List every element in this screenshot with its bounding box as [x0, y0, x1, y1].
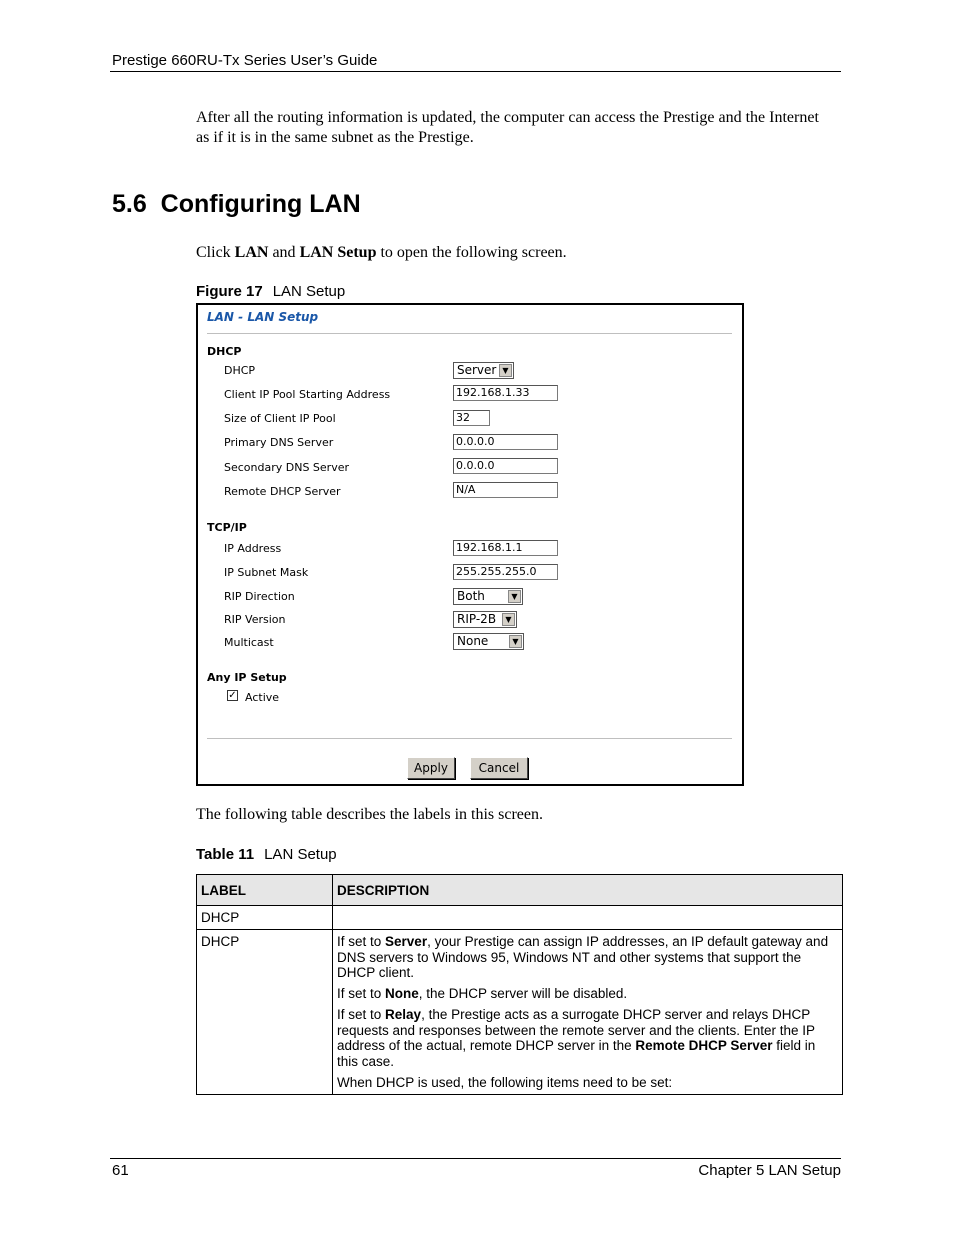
anyip-section-label: Any IP Setup [207, 671, 287, 684]
description-when-used: When DHCP is used, the following items need to be set: [337, 1074, 673, 1090]
instruction-pre: Click [196, 244, 235, 261]
figure-caption [196, 283, 345, 300]
multicast-value: None [457, 634, 489, 648]
rip-version-label: RIP Version [224, 613, 286, 626]
chevron-down-icon: ▼ [509, 635, 522, 648]
table-row [197, 906, 843, 930]
chevron-down-icon: ▼ [499, 364, 512, 377]
active-label: Active [245, 691, 280, 704]
tcpip-section-label: TCP/IP [207, 521, 247, 534]
text-span: , the DHCP server will be disabled. [418, 986, 628, 1002]
primary-dns-label: Primary DNS Server [224, 436, 334, 449]
lan-setup-table [196, 874, 843, 1095]
row-description [333, 906, 843, 930]
screen-bottom-rule [207, 738, 732, 739]
pool-size-label: Size of Client IP Pool [224, 412, 336, 425]
rip-direction-select[interactable] [453, 588, 523, 605]
secondary-dns-input[interactable]: 0.0.0.0 [453, 458, 558, 474]
table-label: Table 11 [196, 846, 255, 863]
description-column-header: DESCRIPTION [333, 875, 843, 906]
table-intro-paragraph: The following table describes the labels in this screen. [196, 806, 544, 823]
text-span: field in this case. [337, 1038, 816, 1069]
lan-setup-screenshot [196, 303, 744, 786]
check-icon: ✓ [228, 690, 237, 701]
page-number: 61 [112, 1162, 129, 1179]
rip-version-select[interactable] [453, 611, 517, 628]
instruction-lan: LAN [234, 244, 269, 261]
instruction-paragraph [196, 243, 567, 263]
chapter-footer: Chapter 5 LAN Setup [698, 1162, 841, 1179]
secondary-dns-label: Secondary DNS Server [224, 461, 350, 474]
figure-caption-text: LAN Setup [272, 283, 346, 300]
dhcp-label: DHCP [224, 364, 256, 377]
instruction-and: and [268, 244, 300, 261]
table-row [197, 930, 843, 1095]
remote-dhcp-label: Remote DHCP Server [224, 485, 341, 498]
footer-rule [110, 1158, 841, 1159]
ip-address-label: IP Address [224, 542, 282, 555]
header-rule [110, 71, 841, 72]
section-heading [112, 190, 361, 219]
row-label: DHCP [197, 906, 333, 930]
description-none [337, 986, 838, 1002]
text-span: If set to [337, 934, 386, 949]
rip-direction-label: RIP Direction [224, 590, 295, 603]
dhcp-section-label: DHCP [207, 345, 242, 358]
bold-term: Remote DHCP Server [635, 1038, 773, 1054]
bold-term: None [385, 986, 419, 1002]
primary-dns-input[interactable]: 0.0.0.0 [453, 434, 558, 450]
rip-direction-value: Both [457, 589, 485, 603]
instruction-lan-setup: LAN Setup [299, 244, 377, 261]
running-header: Prestige 660RU-Tx Series User’s Guide [112, 52, 378, 69]
multicast-label: Multicast [224, 636, 274, 649]
subnet-mask-input[interactable]: 255.255.255.0 [453, 564, 558, 580]
description-relay [337, 1007, 838, 1070]
subnet-mask-label: IP Subnet Mask [224, 566, 309, 579]
ip-address-input[interactable]: 192.168.1.1 [453, 540, 558, 556]
dhcp-select[interactable] [453, 362, 514, 379]
active-checkbox[interactable] [227, 690, 238, 701]
label-column-header: LABEL [197, 875, 333, 906]
intro-paragraph: After all the routing information is updated, the computer can access the Prestige and the Internet as if it is in the same subnet as the Prestige. [196, 109, 819, 146]
row-label: DHCP [197, 930, 333, 1095]
chevron-down-icon: ▼ [502, 613, 515, 626]
text-span: , the Prestige acts as a surrogate DHCP server and relays DHCP requests and responses between the remote server and the clients. Enter the IP address of the actual, remote DHCP server in the [337, 1006, 815, 1054]
remote-dhcp-input[interactable]: N/A [453, 482, 558, 498]
bold-term: Relay [385, 1006, 422, 1022]
multicast-select[interactable] [453, 633, 524, 650]
table-header-row [197, 875, 843, 906]
table-caption [196, 846, 337, 863]
chevron-down-icon: ▼ [508, 590, 521, 603]
screen-top-rule [207, 333, 732, 334]
section-number: 5.6 [112, 190, 147, 218]
text-span: If set to [337, 986, 386, 1002]
rip-version-value: RIP-2B [457, 612, 497, 626]
apply-button[interactable]: Apply [407, 757, 455, 779]
client-ip-label: Client IP Pool Starting Address [224, 388, 391, 401]
pool-size-input[interactable]: 32 [453, 410, 490, 426]
table-caption-text: LAN Setup [264, 846, 337, 863]
section-title: Configuring LAN [160, 190, 361, 218]
client-ip-input[interactable]: 192.168.1.33 [453, 385, 558, 401]
text-span: , your Prestige can assign IP addresses, an IP default gateway and DNS servers to Windows 95, Windows NT and other systems that support the DHCP client. [337, 934, 829, 981]
bold-term: Server [385, 934, 428, 949]
text-span: If set to [337, 1006, 386, 1022]
figure-label: Figure 17 [196, 283, 263, 300]
description-server [337, 934, 838, 981]
screen-title: LAN - LAN Setup [207, 310, 319, 324]
cancel-button[interactable]: Cancel [470, 757, 528, 779]
row-description [333, 930, 843, 1095]
instruction-post: to open the following screen. [376, 244, 567, 261]
dhcp-select-value: Server [457, 363, 497, 377]
